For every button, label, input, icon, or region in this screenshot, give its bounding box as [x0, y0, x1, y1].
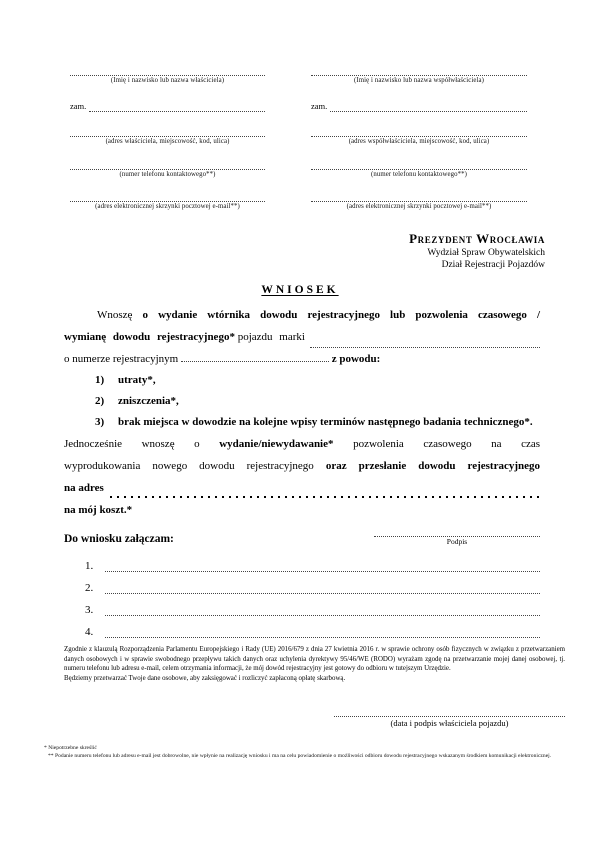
permit-text-c: wyprodukowania nowego dowodu rejestracyjnego	[64, 460, 314, 472]
temporary-permit-line-1	[64, 433, 540, 455]
coowner-residence-row	[311, 101, 527, 112]
request-subject-bold: o wydanie wtórnika dowodu rejestracyjnego lub pozwolenia czasowego /	[142, 309, 540, 321]
owner-name-caption: (Imię i nazwisko lub nazwa właściciela)	[110, 77, 225, 84]
coowner-name-field[interactable]	[311, 66, 527, 76]
reason-intro-bold: z powodu:	[331, 353, 381, 365]
recipient-block	[0, 211, 600, 271]
owner-phone-caption: (numer telefonu kontaktowego**)	[119, 171, 216, 178]
attachment-row-3	[85, 594, 540, 616]
coowner-email-caption: (adres elektronicznej skrzynki pocztowej e-mail**)	[346, 203, 492, 210]
temporary-permit-line-2	[64, 455, 540, 477]
coowner-name-caption: (Imię i nazwisko lub nazwa współwłaściciela)	[354, 77, 484, 84]
owner-address-field[interactable]	[70, 127, 265, 137]
owner-zam-label: zam.	[70, 101, 87, 111]
parties-section	[0, 0, 600, 211]
recipient-department: Wydział Spraw Obywatelskich	[427, 248, 545, 258]
footnote-1: * Niepotrzebne skreślić	[44, 745, 97, 752]
reason-item-3	[95, 412, 540, 433]
request-line-2	[64, 326, 540, 348]
recipient-unit: Dział Rejestracji Pojazdów	[441, 260, 545, 270]
attachment-field-2[interactable]	[105, 581, 540, 594]
rodo-paragraph-1: Zgodnie z klauzulą Rozporządzenia Parlamentu Europejskiego i Rady (UE) 2016/679 z dnia 27 kwietnia 2016 r. w sprawie ochrony osób fizycznych w związku z przetwarzaniem danych osobowych i w sprawie swobodnego przepływu takich danych oraz uchylenia dyrektywy 95/46/WE (RODO) wyrażam zgodę na przetwarzanie mojej danej osobowej, tj. numeru telefonu lub adresu e-mail, celem otrzymania informacji, że mój dowód rejestracyjny jest gotowy do odbioru w tutejszym Urzędzie.	[64, 646, 565, 673]
coowner-phone-field[interactable]	[311, 160, 527, 170]
delivery-address-line	[64, 477, 540, 499]
reason-text: utraty*,	[118, 374, 156, 386]
reason-number: 1)	[95, 374, 105, 386]
attachments-label: Do wniosku załączam:	[64, 533, 174, 545]
attachment-row-1	[85, 550, 540, 572]
coowner-email-field[interactable]	[311, 192, 527, 202]
permit-choice-bold: wydanie/niewydawanie*	[219, 438, 334, 450]
attachment-number: 2.	[85, 582, 94, 594]
reason-item-1	[95, 370, 540, 391]
vehicle-make-field[interactable]	[310, 332, 540, 348]
footnote-2: ** Podanie numeru telefonu lub adresu e-mail jest dobrowolne, nie wpłynie na realizację wniosku i ma na celu powiadomienie o możliwości odbioru dowodu rejestracyjnego wskazanym środkiem komunikacji elektronicznej.	[48, 753, 552, 760]
coowner-address-field[interactable]	[311, 127, 527, 137]
signature-caption: Podpis	[446, 537, 468, 546]
recipient-title: Prezydent Wrocławia	[409, 231, 545, 246]
rodo-paragraph-2: Będziemy przetwarzać Twoje dane osobowe, aby zaksięgować i rozliczyć zapłaconą opłatę skarbową.	[64, 674, 346, 682]
owner-residence-field[interactable]	[89, 101, 265, 112]
owner-email-field[interactable]	[70, 192, 265, 202]
attachment-row-2	[85, 572, 540, 594]
footnotes	[44, 744, 560, 760]
cost-text-bold: na mój koszt.*	[64, 504, 133, 516]
owner-email-caption: (adres elektronicznej skrzynki pocztowej e-mail**)	[95, 203, 240, 210]
document-title: WNIOSEK	[261, 284, 339, 296]
request-intro: Wnoszę	[97, 309, 133, 321]
attachment-row-4	[85, 616, 540, 638]
attachments-list	[85, 550, 540, 638]
owner-block	[70, 66, 265, 211]
date-signature-caption: (data i podpis właściciela pojazdu)	[390, 718, 509, 729]
date-signature-block	[334, 707, 565, 729]
permit-text-b: pozwolenia czasowego na czas	[353, 438, 540, 450]
cost-line	[64, 499, 540, 521]
attachment-field-1[interactable]	[105, 559, 540, 572]
request-line-3	[64, 348, 540, 370]
attachments-signature-row	[64, 527, 540, 546]
registration-number-label: o numerze rejestracyjnym	[64, 353, 179, 365]
request-subject-bold-2: wymianę dowodu rejestracyjnego*	[64, 331, 235, 343]
reasons-list	[95, 370, 540, 433]
permit-text-a: Jednocześnie wnoszę o	[64, 438, 200, 450]
coowner-address-caption: (adres współwłaściciela, miejscowość, kod, ulica)	[348, 138, 490, 145]
attachment-field-4[interactable]	[105, 625, 540, 638]
coowner-residence-field[interactable]	[330, 101, 527, 112]
signature-box	[374, 527, 540, 546]
coowner-block	[311, 66, 527, 211]
request-line-1	[64, 304, 540, 326]
owner-phone-field[interactable]	[70, 160, 265, 170]
reason-text: zniszczenia*,	[118, 395, 179, 407]
coowner-phone-caption: (numer telefonu kontaktowego**)	[371, 171, 467, 178]
reason-number: 3)	[95, 416, 105, 428]
send-document-bold: oraz przesłanie dowodu rejestracyjnego	[325, 460, 540, 472]
owner-residence-row	[70, 101, 265, 112]
owner-name-field[interactable]	[70, 66, 265, 76]
reason-text: brak miejsca w dowodzie na kolejne wpisy terminów następnego badania technicznego*.	[118, 416, 533, 428]
date-signature-field[interactable]	[334, 707, 565, 717]
reason-item-2	[95, 391, 540, 412]
signature-field[interactable]	[374, 527, 540, 537]
attachment-number: 1.	[85, 560, 94, 572]
registration-number-field[interactable]	[181, 353, 329, 362]
request-body	[64, 304, 540, 521]
attachment-number: 3.	[85, 604, 94, 616]
attachment-field-3[interactable]	[105, 603, 540, 616]
owner-address-caption: (adres właściciela, miejscowość, kod, ulica)	[105, 138, 230, 145]
delivery-address-label: na adres	[64, 482, 104, 494]
reason-number: 2)	[95, 395, 105, 407]
coowner-zam-label: zam.	[311, 101, 328, 111]
vehicle-make-label: pojazdu marki	[237, 331, 305, 343]
attachment-number: 4.	[85, 626, 94, 638]
delivery-address-field[interactable]	[110, 482, 540, 499]
rodo-clause	[64, 645, 565, 683]
